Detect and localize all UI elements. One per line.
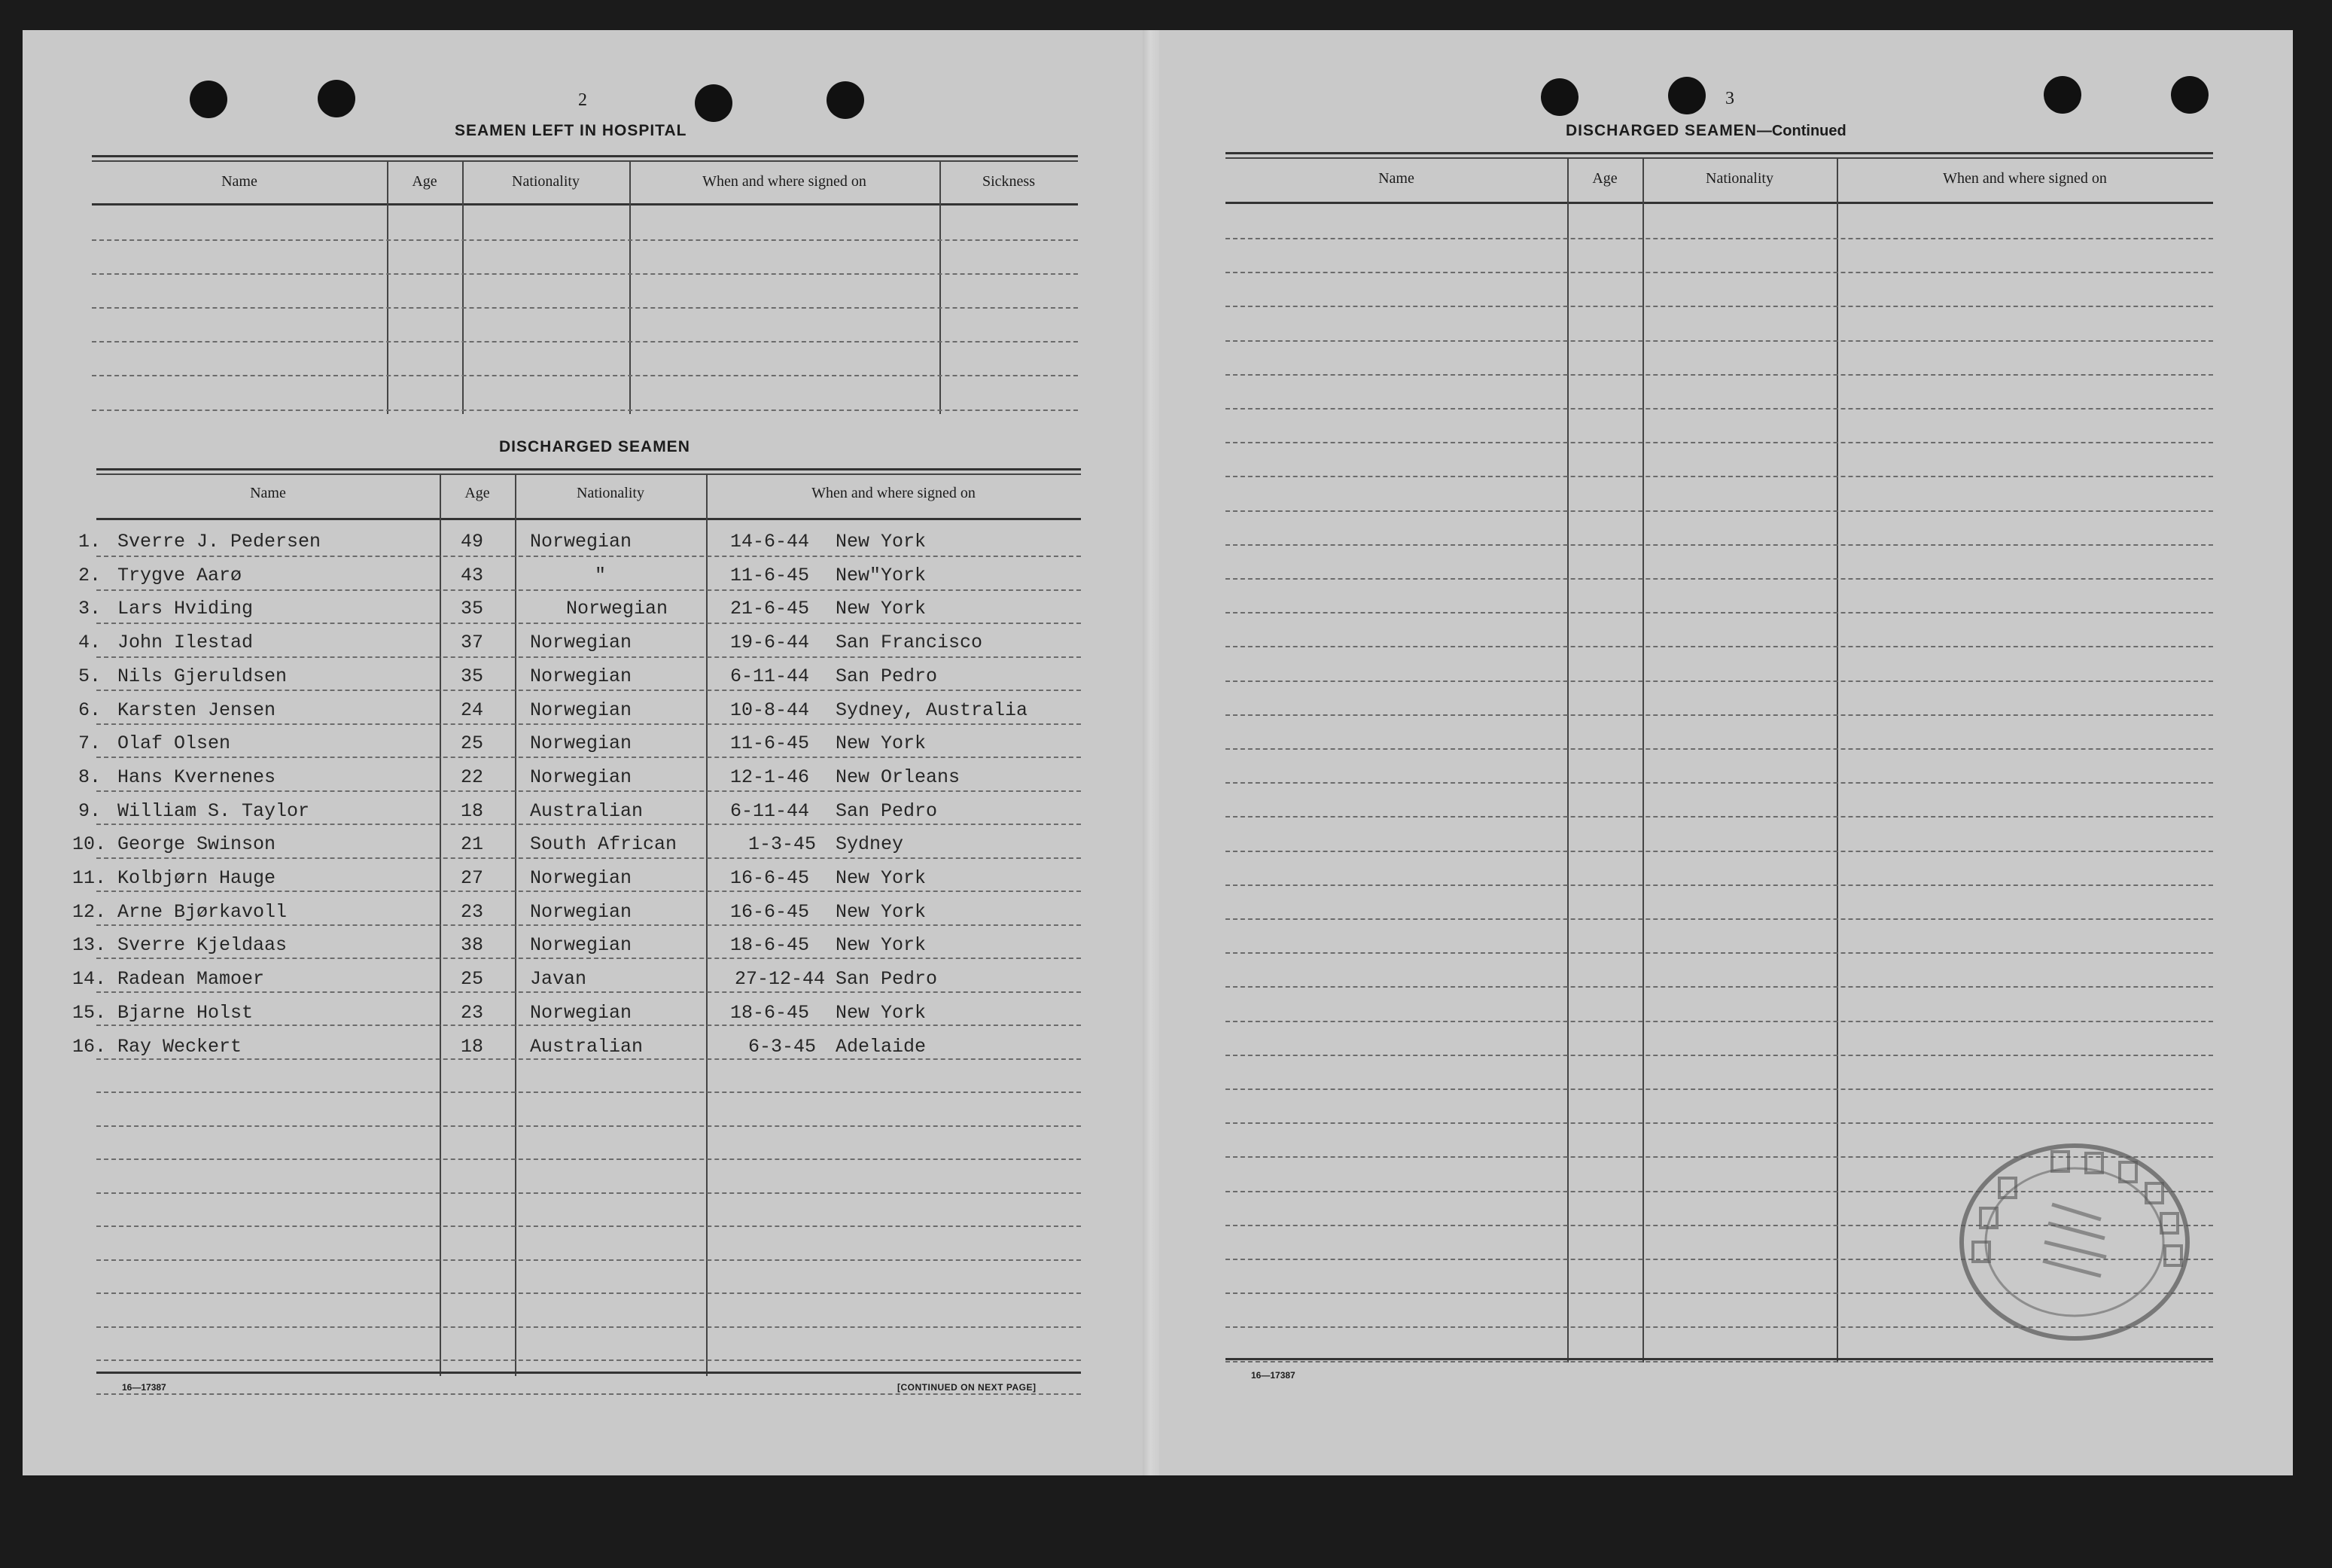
row-line (1225, 510, 2213, 512)
binder-hole (1541, 78, 1579, 116)
signed-on-place: New York (836, 934, 927, 957)
seaman-name: Arne Bjørkavoll (117, 900, 288, 923)
row-line (1225, 408, 2213, 410)
hospital-header-sickness: Sickness (982, 173, 1035, 190)
signed-on-place: San Francisco (836, 632, 983, 654)
row-line (1225, 748, 2213, 750)
seaman-age: 49 (461, 531, 484, 553)
signed-on-place: Sydney, Australia (836, 699, 1028, 721)
row-line (96, 1359, 1081, 1361)
continued-note: [CONTINUED ON NEXT PAGE] (897, 1382, 1037, 1393)
signed-on-date: 6-11-44 (730, 665, 810, 687)
signed-on-date: 11-6-45 (730, 732, 810, 755)
row-line (1225, 1088, 2213, 1090)
binder-hole (318, 80, 355, 117)
row-line (1225, 340, 2213, 342)
seaman-name: Lars Hviding (117, 598, 254, 620)
hospital-header-age: Age (412, 173, 437, 190)
row-number: 3. (78, 598, 102, 620)
signed-on-place: Sydney (836, 833, 904, 856)
row-line (1225, 306, 2213, 307)
signed-on-date: 14-6-44 (730, 531, 810, 553)
signed-on-date: 6-11-44 (730, 799, 810, 822)
row-line (1225, 1122, 2213, 1124)
row-line (1225, 952, 2213, 954)
discharged-header-name: Name (250, 485, 286, 501)
row-line (96, 958, 1081, 959)
seaman-name: Bjarne Holst (117, 1001, 254, 1024)
row-line (96, 991, 1081, 993)
row-number: 13. (72, 934, 107, 957)
signed-on-date: 18-6-45 (730, 1001, 810, 1024)
seaman-nationality: Norwegian (530, 934, 632, 957)
seaman-name: Sverre J. Pedersen (117, 531, 321, 553)
row-number: 12. (72, 900, 107, 923)
row-line (96, 1393, 1081, 1395)
signed-on-place: New York (836, 598, 927, 620)
seaman-nationality: Australian (530, 1035, 644, 1058)
seaman-name: Karsten Jensen (117, 699, 276, 721)
signed-on-date: 16-6-45 (730, 900, 810, 923)
row-line (96, 1025, 1081, 1026)
row-line (96, 723, 1081, 725)
row-line (96, 790, 1081, 792)
row-line (1225, 238, 2213, 239)
row-line (1225, 646, 2213, 647)
seaman-nationality: Norwegian (530, 665, 632, 687)
continued-header-age: Age (1592, 170, 1618, 187)
signed-on-date: 18-6-45 (730, 934, 810, 957)
binder-hole (695, 84, 732, 122)
seaman-nationality: Norwegian (530, 531, 632, 553)
seaman-nationality: " (595, 564, 607, 586)
seaman-name: Radean Mamoer (117, 968, 265, 991)
row-number: 2. (78, 564, 102, 586)
seaman-name: William S. Taylor (117, 799, 310, 822)
seaman-nationality: Norwegian (530, 732, 632, 755)
seaman-age: 27 (461, 867, 484, 889)
signed-on-date: 10-8-44 (730, 699, 810, 721)
seaman-nationality: Norwegian (530, 867, 632, 889)
binder-hole (190, 81, 227, 118)
row-line (1225, 374, 2213, 376)
row-line (96, 1125, 1081, 1127)
row-line (1225, 714, 2213, 716)
seaman-age: 21 (461, 833, 484, 856)
row-number: 5. (78, 665, 102, 687)
seaman-nationality: Norwegian (530, 766, 632, 788)
row-line (1225, 612, 2213, 613)
binder-hole (1668, 77, 1706, 114)
hospital-header-name: Name (221, 173, 257, 190)
page-fold (1143, 30, 1159, 1475)
discharged-header-signed-on: When and where signed on (811, 485, 976, 501)
continued-header-nationality: Nationality (1706, 170, 1773, 187)
row-line (96, 824, 1081, 825)
seaman-name: Hans Kvernenes (117, 766, 276, 788)
signed-on-place: San Pedro (836, 968, 938, 991)
seaman-nationality: Norwegian (530, 699, 632, 721)
signed-on-date: 19-6-44 (730, 632, 810, 654)
row-line (96, 1058, 1081, 1060)
row-number: 10. (72, 833, 107, 856)
seaman-age: 25 (461, 968, 484, 991)
signed-on-date: 16-6-45 (730, 867, 810, 889)
binder-hole (827, 81, 864, 119)
row-line (96, 1158, 1081, 1160)
seaman-name: Kolbjørn Hauge (117, 867, 276, 889)
continued-header-name: Name (1378, 170, 1414, 187)
official-stamp (1939, 1129, 2210, 1355)
signed-on-place: New Orleans (836, 766, 961, 788)
signed-on-place: San Pedro (836, 665, 938, 687)
seaman-nationality: Norwegian (530, 632, 632, 654)
signed-on-place: Adelaide (836, 1035, 927, 1058)
row-line (96, 1326, 1081, 1328)
hospital-section-title: SEAMEN LEFT IN HOSPITAL (455, 122, 687, 139)
seaman-age: 23 (461, 1001, 484, 1024)
row-line (1225, 816, 2213, 817)
signed-on-date: 11-6-45 (730, 564, 810, 586)
row-line (96, 924, 1081, 926)
continued-header-signed-on: When and where signed on (1943, 170, 2107, 187)
seaman-nationality: Norwegian (530, 900, 632, 923)
row-line (96, 690, 1081, 691)
row-number: 16. (72, 1035, 107, 1058)
signed-on-place: New York (836, 531, 927, 553)
signed-on-place: San Pedro (836, 799, 938, 822)
row-line (1225, 918, 2213, 920)
seaman-age: 25 (461, 732, 484, 755)
seaman-age: 37 (461, 632, 484, 654)
seaman-age: 24 (461, 699, 484, 721)
hospital-header-signed-on: When and where signed on (702, 173, 866, 190)
row-line (96, 857, 1081, 859)
row-line (96, 1259, 1081, 1261)
seaman-age: 35 (461, 598, 484, 620)
row-line (1225, 1055, 2213, 1056)
row-number: 1. (78, 531, 102, 553)
signed-on-date: 27-12-44 (735, 968, 826, 991)
discharged-header-nationality: Nationality (577, 485, 644, 501)
row-line (96, 1192, 1081, 1194)
row-line (1225, 680, 2213, 682)
row-line (1225, 442, 2213, 443)
signed-on-place: New York (836, 1001, 927, 1024)
seaman-name: Sverre Kjeldaas (117, 934, 288, 957)
seaman-age: 22 (461, 766, 484, 788)
row-line (1225, 884, 2213, 886)
discharged-header-age: Age (464, 485, 490, 501)
row-number: 8. (78, 766, 102, 788)
row-line (1225, 1021, 2213, 1022)
signed-on-place: New York (836, 867, 927, 889)
seaman-age: 38 (461, 934, 484, 957)
row-number: 11. (72, 867, 107, 889)
row-line (1225, 544, 2213, 546)
binder-hole (2044, 76, 2081, 114)
row-line (96, 656, 1081, 658)
seaman-nationality: South African (530, 833, 677, 856)
row-number: 14. (72, 968, 107, 991)
signed-on-place: New York (836, 900, 927, 923)
seaman-age: 43 (461, 564, 484, 586)
row-line (1225, 578, 2213, 580)
seaman-nationality: Australian (530, 799, 644, 822)
row-line (96, 757, 1081, 758)
binder-hole (2171, 76, 2209, 114)
seaman-nationality: Norwegian (530, 1001, 632, 1024)
row-line (96, 1292, 1081, 1294)
seaman-name: Olaf Olsen (117, 732, 231, 755)
seaman-name: John Ilestad (117, 632, 254, 654)
seaman-age: 18 (461, 1035, 484, 1058)
signed-on-date: 6-3-45 (748, 1035, 817, 1058)
page-number-left: 2 (578, 90, 587, 110)
discharged-section-title: DISCHARGED SEAMEN (499, 438, 690, 455)
row-number: 6. (78, 699, 102, 721)
seaman-age: 23 (461, 900, 484, 923)
row-line (1225, 1361, 2213, 1362)
seaman-nationality: Javan (530, 968, 587, 991)
row-number: 4. (78, 632, 102, 654)
hospital-table (92, 155, 1078, 414)
form-number-left: 16—17387 (122, 1382, 166, 1393)
row-number: 7. (78, 732, 102, 755)
row-line (1225, 476, 2213, 477)
seaman-name: George Swinson (117, 833, 276, 856)
seaman-nationality: Norwegian (566, 598, 668, 620)
row-line (96, 1092, 1081, 1093)
row-line (1225, 986, 2213, 988)
row-line (96, 556, 1081, 557)
seaman-age: 35 (461, 665, 484, 687)
page-number-right: 3 (1725, 89, 1734, 108)
row-line (96, 891, 1081, 892)
seaman-name: Ray Weckert (117, 1035, 242, 1058)
right-section-title (1566, 122, 1846, 140)
signed-on-date: 1-3-45 (748, 833, 817, 856)
row-line (1225, 851, 2213, 852)
seaman-name: Nils Gjeruldsen (117, 665, 288, 687)
seaman-name: Trygve Aarø (117, 564, 242, 586)
form-number-right: 16—17387 (1251, 1370, 1295, 1381)
row-line (1225, 782, 2213, 784)
right-section-title-suffix: —Continued (1756, 123, 1846, 139)
right-section-title-main: DISCHARGED SEAMEN (1566, 122, 1757, 139)
row-line (96, 589, 1081, 591)
row-number: 9. (78, 799, 102, 822)
row-number: 15. (72, 1001, 107, 1024)
hospital-header-nationality: Nationality (512, 173, 580, 190)
seaman-age: 18 (461, 799, 484, 822)
row-line (96, 1225, 1081, 1227)
signed-on-place: New York (836, 732, 927, 755)
row-line (96, 623, 1081, 624)
signed-on-place: New"York (836, 564, 927, 586)
signed-on-date: 21-6-45 (730, 598, 810, 620)
row-line (1225, 272, 2213, 273)
signed-on-date: 12-1-46 (730, 766, 810, 788)
